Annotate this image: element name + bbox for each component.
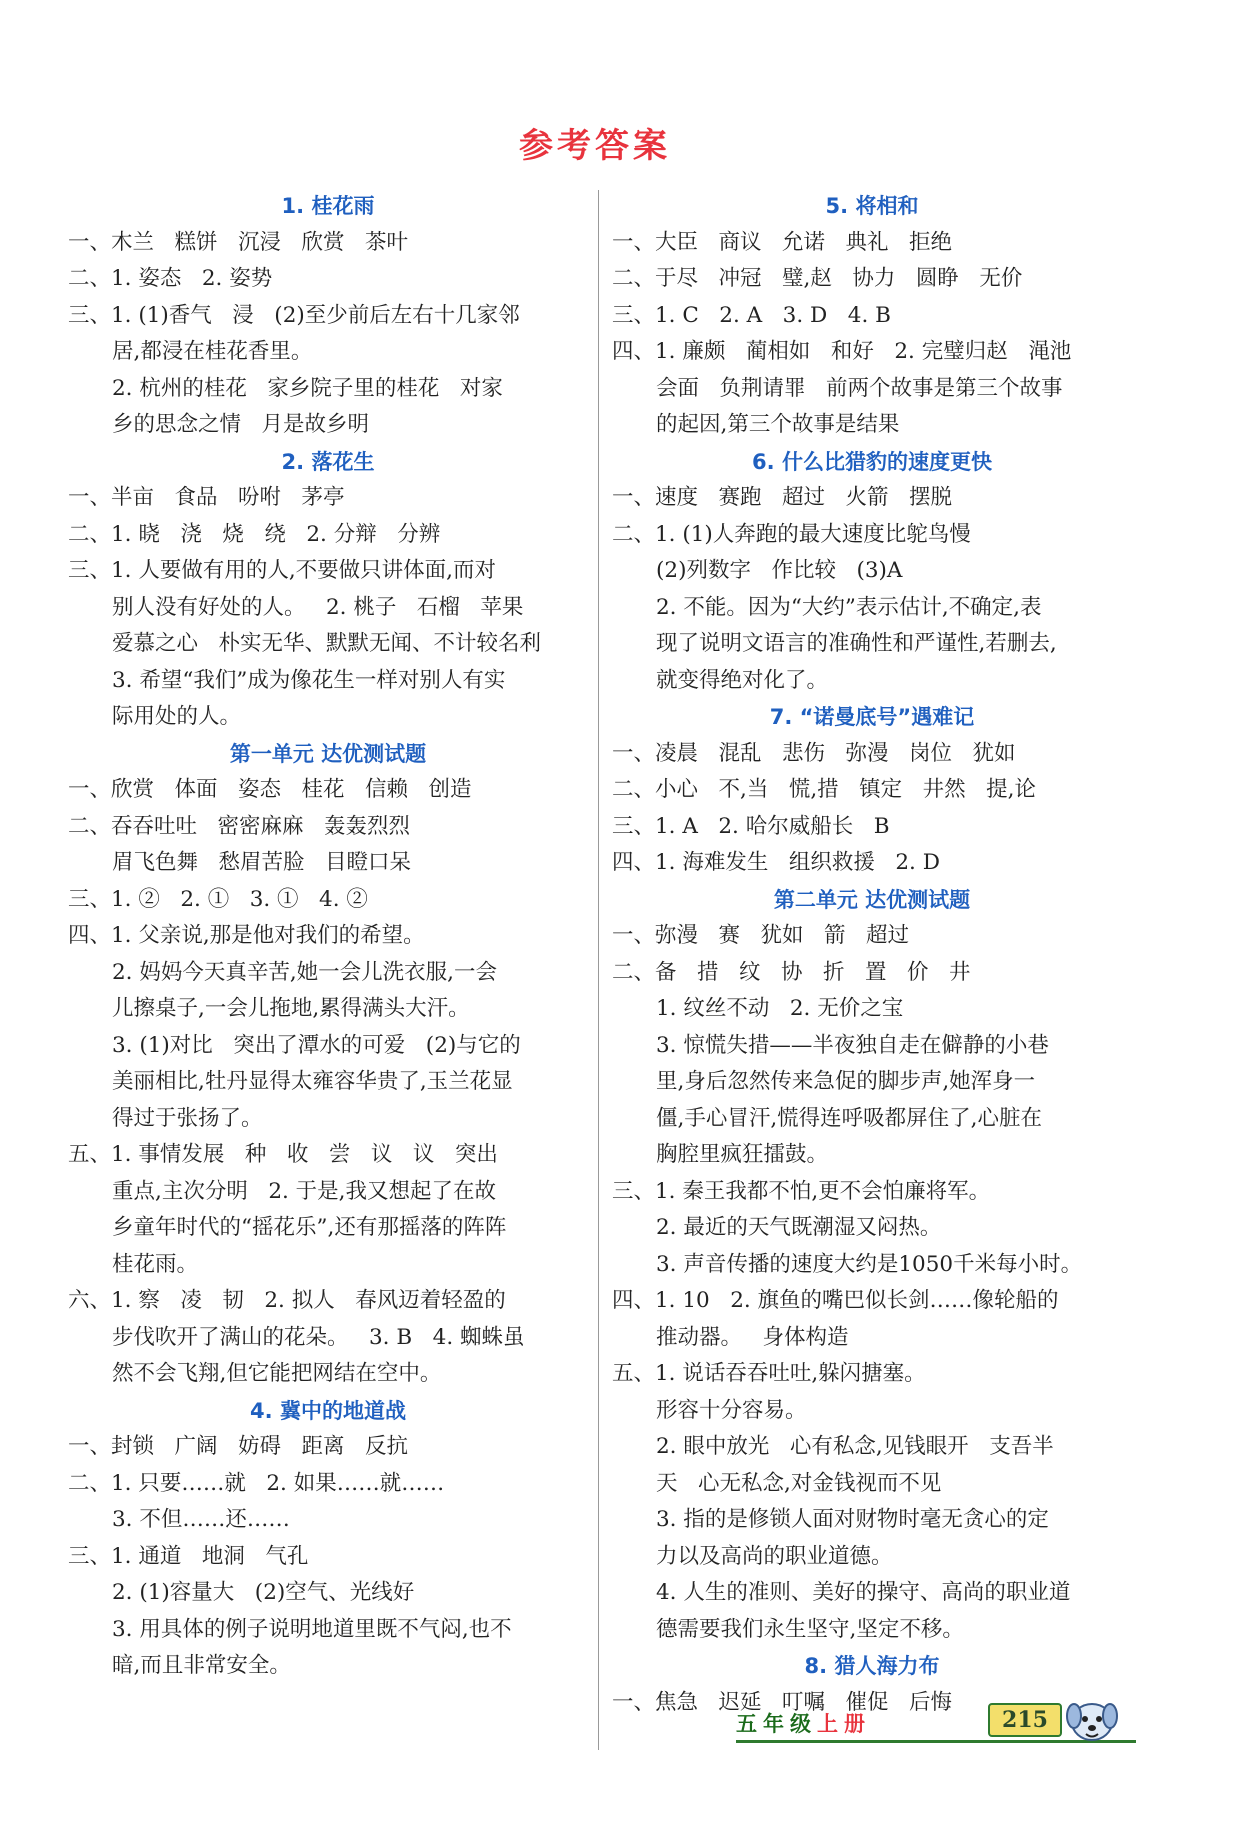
answer-line: 四、1. 10 2. 旗鱼的嘴巴似长剑……像轮船的 [612, 1288, 1059, 1313]
section-title: 7. “诺曼底号”遇难记 [769, 705, 975, 729]
answer-line: 二、1. 晓 浇 烧 绕 2. 分辩 分辨 [68, 521, 441, 547]
answer-line: 2. 妈妈今天真辛苦,她一会儿洗衣服,一会 [112, 959, 498, 985]
answer-line: 3. 惊慌失措——半夜独自走在僻静的小巷 [656, 1032, 1049, 1058]
answer-line: 爱慕之心 朴实无华、默默无闻、不计较名利 [112, 631, 542, 656]
answer-line: 五、1. 说话吞吞吐吐,躲闪搪塞。 [612, 1361, 926, 1386]
answer-line: 会面 负荆请罪 前两个故事是第三个故事 [656, 375, 1063, 401]
column-divider [598, 190, 599, 1750]
answer-line: 胸腔里疯狂擂鼓。 [656, 1142, 829, 1167]
answer-line: 3. 不但……还…… [112, 1507, 290, 1532]
answer-line: 就变得绝对化了。 [656, 667, 829, 693]
answer-line: 3. 指的是修锁人面对财物时毫无贪心的定 [656, 1507, 1049, 1532]
answer-line: 一、凌晨 混乱 悲伤 弥漫 岗位 犹如 [612, 740, 1016, 766]
answer-line: 三、1. 秦王我都不怕,更不会怕廉将军。 [612, 1178, 991, 1204]
answer-line: 里,身后忽然传来急促的脚步声,她浑身一 [656, 1069, 1036, 1094]
answer-line: 形容十分容易。 [656, 1397, 807, 1423]
answer-line: 一、半亩 食品 吩咐 茅亭 [68, 485, 345, 510]
answer-line: 步伐吹开了满山的花朵。 3. B 4. 蜘蛛虽 [112, 1324, 525, 1350]
page-title: 参考答案 [519, 126, 671, 166]
answer-line: 一、焦急 迟延 叮嘱 催促 后悔 [612, 1689, 953, 1715]
grade-text: 五年级 [736, 1712, 817, 1736]
answer-line: 二、1. (1)人奔跑的最大速度比鸵鸟慢 [612, 521, 971, 547]
answer-line: 居,都浸在桂花香里。 [112, 339, 313, 364]
answer-line: 三、1. ② 2. ① 3. ① 4. ② [68, 886, 368, 912]
answer-line: 然不会飞翔,但它能把网结在空中。 [112, 1361, 442, 1386]
answer-column-left [68, 188, 588, 1685]
answer-line: 二、小心 不,当 慌,措 镇定 井然 提,论 [612, 777, 1037, 802]
answer-line: (2)列数字 作比较 (3)A [656, 558, 903, 583]
answer-line: 乡童年时代的“摇花乐”,还有那摇落的阵阵 [112, 1215, 507, 1240]
answer-line: 三、1. 通道 地洞 气孔 [68, 1543, 309, 1569]
answer-line: 六、1. 察 凌 韧 2. 拟人 春风迈着轻盈的 [68, 1288, 506, 1313]
section-title: 第二单元 达优测试题 [773, 887, 971, 912]
section-title: 1. 桂花雨 [281, 194, 375, 218]
answer-line: 现了说明文语言的准确性和严谨性,若删去, [656, 631, 1057, 656]
answer-line: 得过于张扬了。 [112, 1105, 263, 1131]
answer-line: 五、1. 事情发展 种 收 尝 议 议 突出 [68, 1142, 498, 1167]
answer-line: 力以及高尚的职业道德。 [656, 1543, 893, 1569]
answer-line: 德需要我们永生坚守,坚定不移。 [656, 1616, 964, 1642]
answer-line: 三、1. A 2. 哈尔威船长 B [612, 813, 890, 839]
answer-line: 四、1. 海难发生 组织救援 2. D [612, 850, 940, 875]
answer-line: 四、1. 廉颇 蔺相如 和好 2. 完璧归赵 渑池 [612, 339, 1072, 364]
answer-line: 二、吞吞吐吐 密密麻麻 轰轰烈烈 [68, 813, 411, 839]
answer-line: 美丽相比,牡丹显得太雍容华贵了,玉兰花显 [112, 1069, 513, 1094]
answer-column-right [612, 188, 1132, 1721]
page-footer [736, 1700, 1166, 1744]
answer-line: 二、备 措 纹 协 折 置 价 井 [612, 959, 971, 985]
answer-line: 的起因,第三个故事是结果 [656, 412, 900, 437]
answer-line: 重点,主次分明 2. 于是,我又想起了在故 [112, 1178, 497, 1204]
section-title: 6. 什么比猎豹的速度更快 [752, 449, 992, 474]
answer-line: 暗,而且非常安全。 [112, 1653, 291, 1678]
section-title: 5. 将相和 [825, 194, 919, 218]
answer-line: 一、木兰 糕饼 沉浸 欣赏 茶叶 [68, 229, 409, 255]
grade-label [736, 1708, 871, 1738]
answer-line: 1. 纹丝不动 2. 无价之宝 [656, 996, 904, 1021]
answer-line: 3. 声音传播的速度大约是1050千米每小时。 [656, 1251, 1083, 1277]
answer-line: 际用处的人。 [112, 704, 242, 729]
answer-line: 别人没有好处的人。 2. 桃子 石榴 苹果 [112, 594, 524, 620]
answer-line: 2. 不能。因为“大约”表示估计,不确定,表 [656, 594, 1042, 620]
answer-line: 一、速度 赛跑 超过 火箭 摆脱 [612, 485, 953, 510]
answer-line: 三、1. C 2. A 3. D 4. B [612, 302, 891, 328]
answer-line: 二、1. 姿态 2. 姿势 [68, 266, 273, 291]
answer-line: 二、于尽 冲冠 璧,赵 协力 圆睁 无价 [612, 266, 1023, 291]
section-title: 第一单元 达优测试题 [229, 741, 427, 766]
answer-line: 僵,手心冒汗,慌得连呼吸都屏住了,心脏在 [656, 1105, 1043, 1131]
section-title: 2. 落花生 [281, 449, 375, 474]
answer-line: 2. 杭州的桂花 家乡院子里的桂花 对家 [112, 375, 503, 401]
answer-line: 四、1. 父亲说,那是他对我们的希望。 [68, 923, 425, 948]
answer-line: 2. 眼中放光 心有私念,见钱眼开 支吾半 [656, 1434, 1054, 1459]
answer-line: 4. 人生的准则、美好的操守、高尚的职业道 [656, 1580, 1071, 1605]
answer-line: 3. 希望“我们”成为像花生一样对别人有实 [112, 667, 506, 693]
term-text: 上册 [817, 1712, 871, 1736]
answer-line: 三、1. (1)香气 浸 (2)至少前后左右十几家邻 [68, 302, 520, 328]
answer-line: 3. (1)对比 突出了潭水的可爱 (2)与它的 [112, 1032, 521, 1058]
answer-line: 一、封锁 广阔 妨碍 距离 反抗 [68, 1434, 409, 1459]
answer-line: 眉飞色舞 愁眉苦脸 目瞪口呆 [112, 850, 412, 875]
answer-line: 2. 最近的天气既潮湿又闷热。 [656, 1215, 942, 1240]
answer-line: 乡的思念之情 月是故乡明 [112, 412, 370, 437]
section-title: 4. 冀中的地道战 [250, 1398, 406, 1423]
answer-line: 二、1. 只要……就 2. 如果……就…… [68, 1470, 445, 1496]
page-number: 215 [988, 1703, 1062, 1737]
answer-line: 推动器。 身体构造 [656, 1324, 849, 1350]
answer-line: 天 心无私念,对金钱视而不见 [656, 1470, 942, 1496]
answer-line: 桂花雨。 [112, 1251, 199, 1277]
answer-line: 2. (1)容量大 (2)空气、光线好 [112, 1580, 415, 1605]
answer-line: 三、1. 人要做有用的人,不要做只讲体面,而对 [68, 558, 497, 583]
answer-line: 3. 用具体的例子说明地道里既不气闷,也不 [112, 1616, 512, 1642]
section-title: 8. 猎人海力布 [804, 1654, 940, 1678]
puppy-mascot-icon [1062, 1694, 1122, 1746]
answer-line: 儿擦桌子,一会儿拖地,累得满头大汗。 [112, 996, 470, 1021]
answer-line: 一、欣赏 体面 姿态 桂花 信赖 创造 [68, 777, 472, 802]
answer-line: 一、弥漫 赛 犹如 箭 超过 [612, 923, 910, 948]
answer-line: 一、大臣 商议 允诺 典礼 拒绝 [612, 229, 953, 255]
